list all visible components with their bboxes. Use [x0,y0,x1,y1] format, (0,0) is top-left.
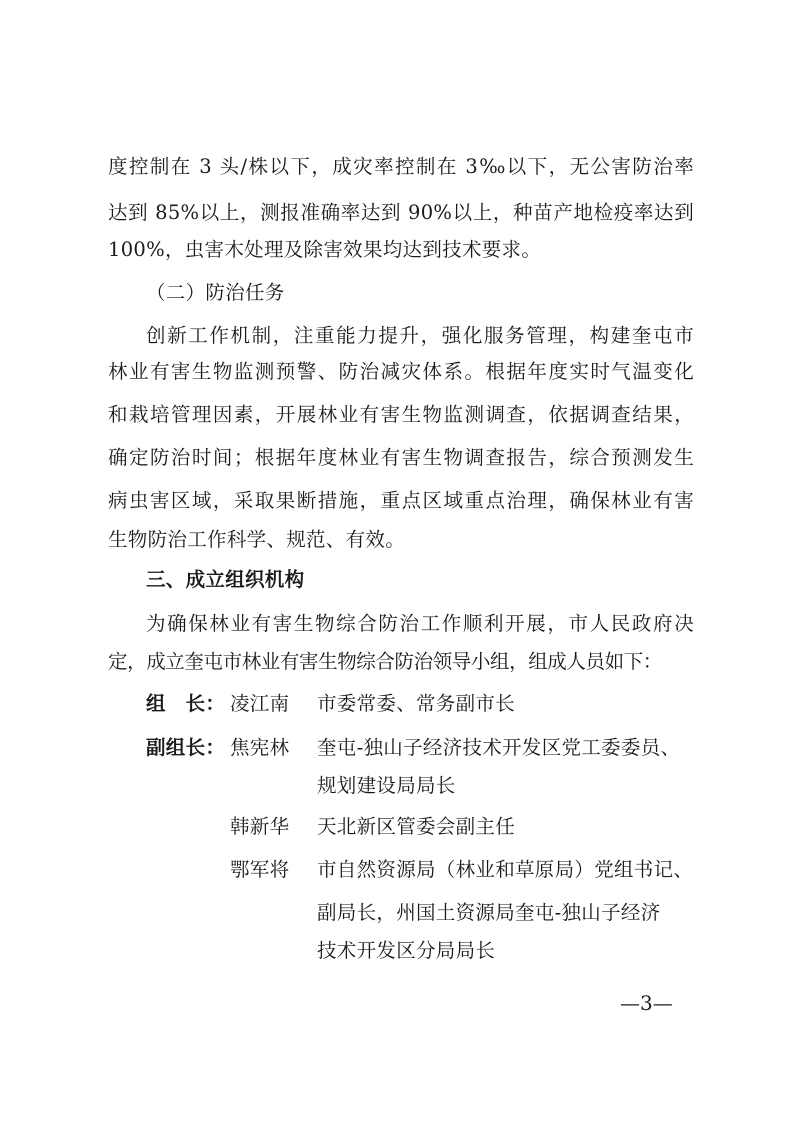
deputy-name: 韩新华 [230,815,290,838]
section-org-heading: 三、成立组织机构 [146,568,305,591]
deputy-title-line: 奎屯-独山子经济技术开发区党工委委员、 [317,736,681,759]
deputy-label: 副组长： [146,736,226,759]
tasks-line-3: 和栽培管理因素，开展林业有害生物监测调查，依据调查结果， [108,403,694,426]
deputy-title-line: 天北新区管委会副主任 [317,815,516,838]
tasks-line-5: 病虫害区域，采取果断措施，重点区域重点治理，确保林业有害 [108,489,694,512]
deputy-title-line: 市自然资源局（林业和草原局）党组书记、 [317,858,694,881]
org-line-2: 定，成立奎屯市林业有害生物综合防治领导小组，组成人员如下： [108,650,662,673]
deputy-title-line: 规划建设局局长 [317,774,456,797]
leader-name: 凌江南 [230,692,290,715]
leader-label: 组 长： [146,692,226,715]
tasks-line-6: 生物防治工作科学、规范、有效。 [108,528,406,551]
deputy-name: 鄂军将 [230,858,290,881]
deputy-title-line: 技术开发区分局局长 [317,939,496,962]
page-number: —3— [620,991,673,1015]
section-tasks-heading: （二）防治任务 [146,281,285,304]
tasks-line-1: 创新工作机制，注重能力提升，强化服务管理，构建奎屯市 [146,324,694,347]
tasks-line-2: 林业有害生物监测预警、防治减灾体系。根据年度实时气温变化 [108,360,694,383]
goals-line-1: 度控制在 3 头/株以下，成灾率控制在 3‰以下，无公害防治率 [108,155,694,178]
goals-line-2: 达到 85%以上，测报准确率达到 90%以上，种苗产地检疫率达到 [108,201,694,224]
leader-title: 市委常委、常务副市长 [317,692,516,715]
tasks-line-4: 确定防治时间；根据年度林业有害生物调查报告，综合预测发生 [108,446,694,469]
deputy-title-line: 副局长，州国土资源局奎屯-独山子经济 [317,901,661,924]
goals-line-3: 100%，虫害木处理及除害效果均达到技术要求。 [108,238,542,261]
org-line-1: 为确保林业有害生物综合防治工作顺利开展，市人民政府决 [146,612,694,635]
deputy-name: 焦宪林 [230,736,290,759]
